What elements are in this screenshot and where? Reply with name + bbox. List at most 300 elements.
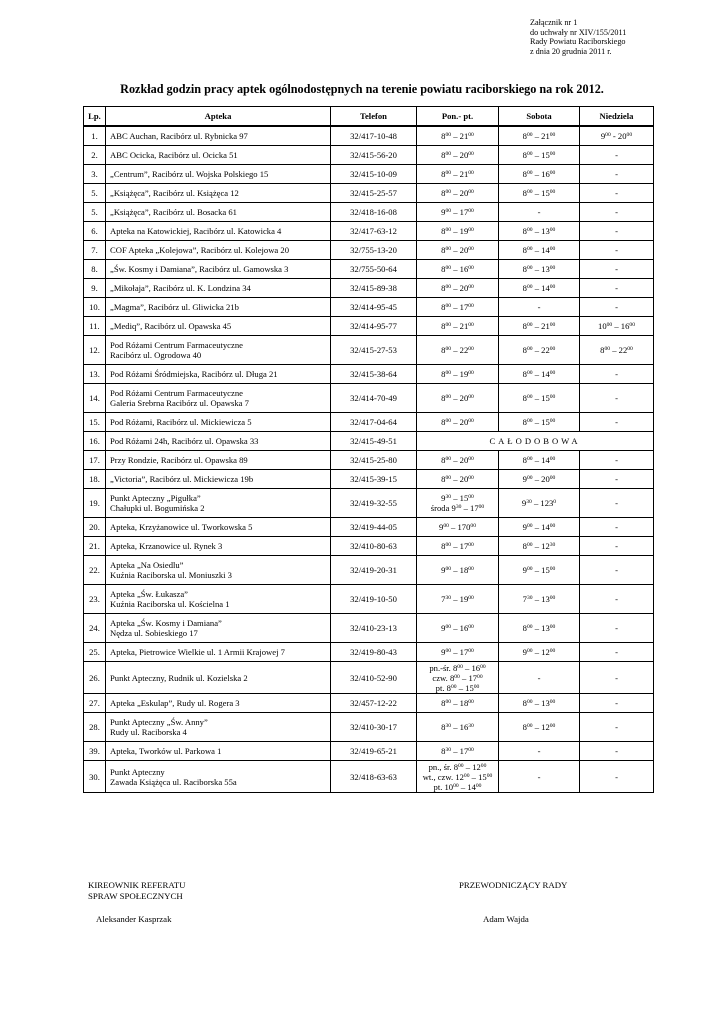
cell-pon-pt — [417, 451, 499, 470]
table-row — [84, 317, 654, 336]
cell-line: - — [615, 594, 618, 604]
cell-telefon: 32/419-80-43 — [331, 643, 417, 662]
cell-line: Punkt Apteczny „Pigułka” — [110, 493, 201, 503]
cell-lp: 28. — [84, 713, 106, 742]
cell-lp: 8. — [84, 260, 106, 279]
cell-line: $8^{00} - 12^{00}$ — [522, 722, 556, 732]
table-row — [84, 241, 654, 260]
cell-telefon: 32/417-10-48 — [331, 126, 417, 146]
cell-line: - — [615, 771, 618, 782]
cell-line: $8^{00} - 20^{00}$ — [441, 150, 474, 160]
cell-line: $8^{00} - 21^{00}$ — [522, 131, 556, 141]
table-row — [84, 518, 654, 537]
cell-line: $9^{00} - 17^{00}$ — [441, 647, 474, 657]
cell-sobota — [499, 614, 580, 643]
cell-lp: 10. — [84, 298, 106, 317]
cell-apteka — [106, 317, 331, 336]
cell-lp: 13. — [84, 365, 106, 384]
cell-pon-pt — [417, 537, 499, 556]
cell-niedziela — [580, 413, 654, 432]
cell-pon-pt — [417, 713, 499, 742]
cell-line: $8^{00} - 15^{00}$ — [522, 188, 556, 198]
cell-line: - — [537, 771, 541, 782]
cell-niedziela — [580, 537, 654, 556]
cell-telefon: 32/419-44-05 — [331, 518, 417, 537]
cell-sobota — [499, 694, 580, 713]
cell-line: - — [537, 207, 541, 217]
cell-line: wt., czw. $12^{00} - 15^{00}$ — [422, 771, 493, 782]
cell-line: - — [615, 417, 618, 427]
cell-lp: 12. — [84, 336, 106, 365]
cell-lp: 19. — [84, 489, 106, 518]
cell-line: - — [615, 474, 618, 484]
cell-line: $8^{00} - 22^{00}$ — [441, 345, 474, 355]
cell-line: - — [537, 302, 541, 312]
cell-line: Pod Różami Śródmiejska, Racibórz ul. Długa 21 — [110, 369, 278, 379]
cell-telefon: 32/415-89-38 — [331, 279, 417, 298]
table-row — [84, 451, 654, 470]
cell-line: $8^{00} - 17^{00}$ — [441, 302, 474, 312]
cell-line: $9^{00} - 20^{00}$ — [522, 474, 556, 484]
cell-pon-pt — [417, 694, 499, 713]
cell-line: - — [615, 722, 618, 732]
cell-telefon: 32/419-32-55 — [331, 489, 417, 518]
cell-pon-pt — [417, 489, 499, 518]
cell-lp: 30. — [84, 761, 106, 793]
cell-line: $8^{00} - 15^{00}$ — [522, 393, 556, 403]
cell-line: $8^{00} - 20^{00}$ — [441, 283, 474, 293]
cell-line: Punkt Apteczny „Św. Anny” — [110, 717, 208, 727]
table-row — [84, 694, 654, 713]
cell-line: $9^{00} - 17^{00}$ — [441, 207, 474, 217]
cell-sobota — [499, 126, 580, 146]
cell-niedziela — [580, 184, 654, 203]
cell-line: „Victoria”, Racibórz ul. Mickiewicza 19b — [110, 474, 254, 484]
cell-telefon: 32/755-13-20 — [331, 241, 417, 260]
cell-line: - — [615, 369, 618, 379]
cell-line: $9^{00} - 20^{00}$ — [600, 131, 633, 141]
cell-line: - — [615, 226, 618, 236]
cell-niedziela — [580, 365, 654, 384]
table-body — [84, 126, 654, 793]
cell-niedziela — [580, 146, 654, 165]
cell-line: - — [615, 541, 618, 551]
cell-line: $8^{00} - 16^{00}$ — [441, 264, 474, 274]
cell-sobota — [499, 413, 580, 432]
cell-line: Rudy ul. Raciborska 4 — [110, 727, 187, 737]
cell-line: - — [615, 283, 618, 293]
cell-line: - — [615, 522, 618, 532]
annex-line: do uchwały nr XIV/155/2011 — [530, 27, 627, 37]
cell-line: Pod Różami Centrum Farmaceutyczne — [110, 340, 243, 350]
table-row — [84, 713, 654, 742]
cell-sobota — [499, 489, 580, 518]
cell-line: środa $9^{30} - 17^{00}$ — [430, 503, 485, 513]
cell-apteka — [106, 761, 331, 793]
cell-telefon: 32/410-80-63 — [331, 537, 417, 556]
cell-niedziela — [580, 761, 654, 793]
cell-line: $8^{00} - 16^{00}$ — [522, 169, 556, 179]
cell-pon-pt — [417, 614, 499, 643]
cell-line: Apteka „Św. Łukasza” — [110, 589, 188, 599]
cell-line: pn.-śr. $8^{00} - 16^{00}$ — [429, 662, 486, 673]
cell-line: $9^{00} - 12^{00}$ — [522, 647, 556, 657]
cell-line: $8^{00} - 21^{00}$ — [441, 131, 474, 141]
cell-line: $9^{00} - 170^{00}$ — [439, 522, 476, 532]
cell-line: - — [615, 302, 618, 312]
table-row — [84, 614, 654, 643]
cell-line: Apteka „Św. Kosmy i Damiana” — [110, 618, 222, 628]
cell-line: Apteka „Na Osiedlu” — [110, 560, 184, 570]
cell-sobota — [499, 713, 580, 742]
cell-line: $10^{00} - 16^{00}$ — [598, 321, 635, 331]
cell-sobota — [499, 184, 580, 203]
cell-sobota — [499, 518, 580, 537]
cell-lp: 7. — [84, 241, 106, 260]
left-signature-title: KIREOWNIK REFERATU — [88, 880, 186, 890]
cell-niedziela — [580, 317, 654, 336]
cell-line: $8^{00} - 20^{00}$ — [441, 417, 474, 427]
cell-apteka — [106, 643, 331, 662]
cell-line: Pod Różami, Racibórz ul. Mickiewicza 5 — [110, 417, 252, 427]
table-row — [84, 413, 654, 432]
cell-line: $8^{00} - 22^{00}$ — [600, 345, 633, 355]
cell-niedziela — [580, 694, 654, 713]
cell-pon-pt — [417, 146, 499, 165]
cell-apteka — [106, 184, 331, 203]
cell-line: „Magma”, Racibórz ul. Gliwicka 21b — [110, 302, 239, 312]
table-row — [84, 279, 654, 298]
cell-niedziela — [580, 518, 654, 537]
cell-line: $8^{00} - 20^{00}$ — [441, 474, 474, 484]
cell-line: - — [615, 169, 618, 179]
cell-pon-pt — [417, 470, 499, 489]
cell-telefon: 32/417-04-64 — [331, 413, 417, 432]
cell-line: $8^{00} - 19^{00}$ — [441, 369, 474, 379]
cell-sobota — [499, 742, 580, 761]
cell-apteka — [106, 742, 331, 761]
cell-niedziela — [580, 662, 654, 694]
table-row — [84, 365, 654, 384]
cell-apteka — [106, 222, 331, 241]
left-signature-block — [88, 880, 186, 902]
cell-line: Apteka, Tworków ul. Parkowa 1 — [110, 746, 222, 756]
cell-apteka — [106, 384, 331, 413]
table-row — [84, 761, 654, 793]
cell-apteka — [106, 694, 331, 713]
cell-apteka — [106, 279, 331, 298]
cell-line: ABC Auchan, Racibórz ul. Rybnicka 97 — [110, 131, 248, 141]
cell-lp: 17. — [84, 451, 106, 470]
cell-pon-pt — [417, 384, 499, 413]
pharmacy-hours-table — [83, 106, 654, 793]
cell-apteka — [106, 413, 331, 432]
cell-lp: 21. — [84, 537, 106, 556]
cell-telefon: 32/415-39-15 — [331, 470, 417, 489]
cell-apteka — [106, 489, 331, 518]
cell-niedziela — [580, 241, 654, 260]
cell-line: Nędza ul. Sobieskiego 17 — [110, 628, 198, 638]
cell-niedziela — [580, 260, 654, 279]
cell-line: Pod Różami 24h, Racibórz ul. Opawska 33 — [110, 436, 259, 446]
cell-apteka — [106, 203, 331, 222]
annex-line: Załącznik nr 1 — [530, 18, 578, 27]
cell-line: $9^{30} - 15^{00}$ — [441, 493, 474, 503]
header-pon-pt: Pon.- pt. — [417, 107, 499, 127]
cell-sobota — [499, 241, 580, 260]
annex-line: Rady Powiatu Raciborskiego — [530, 37, 626, 47]
cell-line: „Mikołaja”, Racibórz ul. K. Londzina 34 — [110, 283, 251, 293]
cell-niedziela — [580, 203, 654, 222]
cell-lp: 26. — [84, 662, 106, 694]
table-header-row — [84, 107, 654, 127]
header-telefon: Telefon — [331, 107, 417, 127]
cell-line: - — [537, 672, 541, 683]
left-signature-name: Aleksander Kasprzak — [96, 914, 172, 924]
cell-sobota — [499, 643, 580, 662]
cell-pon-pt — [417, 317, 499, 336]
cell-line: - — [615, 647, 618, 657]
cell-telefon: 32/755-50-64 — [331, 260, 417, 279]
cell-line: - — [615, 698, 618, 708]
cell-line: $8^{00} - 20^{00}$ — [441, 245, 474, 255]
cell-line: Punkt Apteczny — [110, 766, 165, 777]
cell-telefon: 32/418-16-08 — [331, 203, 417, 222]
cell-line: $8^{00} - 13^{00}$ — [522, 698, 556, 708]
cell-line: Kuźnia Raciborska ul. Kościelna 1 — [110, 599, 230, 609]
cell-telefon: 32/418-63-63 — [331, 761, 417, 793]
cell-line: Apteka „Eskulap”, Rudy ul. Rogera 3 — [110, 698, 240, 708]
cell-lp: 16. — [84, 432, 106, 451]
cell-line: $8^{00} - 12^{30}$ — [522, 541, 556, 551]
cell-niedziela — [580, 713, 654, 742]
cell-line: - — [615, 188, 618, 198]
cell-pon-pt — [417, 742, 499, 761]
cell-sobota — [499, 384, 580, 413]
cell-line: $8^{00} - 21^{00}$ — [441, 169, 474, 179]
cell-pon-pt — [417, 203, 499, 222]
cell-niedziela — [580, 643, 654, 662]
cell-line: $9^{00} - 14^{00}$ — [522, 522, 556, 532]
cell-lp: 25. — [84, 643, 106, 662]
cell-lp: 14. — [84, 384, 106, 413]
cell-line: Chałupki ul. Bogumińska 2 — [110, 503, 205, 513]
cell-line: $8^{00} - 22^{00}$ — [522, 345, 556, 355]
cell-line: ABC Ocicka, Racibórz ul. Ocicka 51 — [110, 150, 238, 160]
table-row — [84, 384, 654, 413]
cell-line: $8^{00} - 14^{00}$ — [522, 245, 556, 255]
cell-niedziela — [580, 279, 654, 298]
cell-apteka — [106, 365, 331, 384]
cell-pon-pt — [417, 126, 499, 146]
cell-sobota — [499, 365, 580, 384]
cell-lp: 27. — [84, 694, 106, 713]
cell-telefon: 32/417-63-12 — [331, 222, 417, 241]
cell-lp: 15. — [84, 413, 106, 432]
cell-sobota — [499, 222, 580, 241]
cell-pon-pt — [417, 365, 499, 384]
cell-24h: CAŁODOBOWA — [417, 432, 654, 451]
cell-line: Kuźnia Raciborska ul. Moniuszki 3 — [110, 570, 232, 580]
cell-lp: 6. — [84, 222, 106, 241]
table-row — [84, 184, 654, 203]
cell-line: $8^{00} - 13^{00}$ — [522, 623, 556, 633]
cell-line: - — [615, 746, 618, 756]
cell-line: - — [537, 746, 541, 756]
table-row — [84, 336, 654, 365]
cell-niedziela — [580, 470, 654, 489]
page-title: Rozkład godzin pracy aptek ogólnodostępnych na terenie powiatu raciborskiego na rok 2012. — [120, 82, 604, 96]
cell-telefon: 32/457-12-22 — [331, 694, 417, 713]
table-row — [84, 146, 654, 165]
cell-line: COF Apteka „Kolejowa”, Racibórz ul. Kolejowa 20 — [110, 245, 289, 255]
cell-line: Galeria Srebrna Racibórz ul. Opawska 7 — [110, 398, 249, 408]
cell-line: „Mediq”, Racibórz ul. Opawska 45 — [110, 321, 232, 331]
cell-line: - — [615, 623, 618, 633]
cell-sobota — [499, 662, 580, 694]
cell-lp: 23. — [84, 585, 106, 614]
cell-pon-pt — [417, 241, 499, 260]
cell-line: $8^{00} - 20^{00}$ — [441, 393, 474, 403]
cell-pon-pt — [417, 184, 499, 203]
cell-apteka — [106, 518, 331, 537]
cell-line: $9^{00} - 18^{00}$ — [441, 565, 474, 575]
cell-line: - — [615, 207, 618, 217]
cell-line: „Centrum”, Racibórz ul. Wojska Polskiego 15 — [110, 169, 269, 179]
table-row — [84, 489, 654, 518]
table-row — [84, 260, 654, 279]
cell-telefon: 32/414-70-49 — [331, 384, 417, 413]
cell-line: $7^{30} - 13^{00}$ — [522, 594, 556, 604]
cell-line: $7^{30} - 19^{00}$ — [441, 594, 474, 604]
cell-line: pn., śr. $8^{00} - 12^{00}$ — [428, 761, 487, 772]
cell-line: Apteka, Krzyżanowice ul. Tworkowska 5 — [110, 522, 253, 532]
cell-niedziela — [580, 742, 654, 761]
cell-telefon: 32/419-20-31 — [331, 556, 417, 585]
cell-pon-pt — [417, 518, 499, 537]
cell-lp: 3. — [84, 165, 106, 184]
table-row — [84, 585, 654, 614]
cell-pon-pt — [417, 279, 499, 298]
cell-line: $8^{00} - 14^{00}$ — [522, 283, 556, 293]
cell-sobota — [499, 298, 580, 317]
cell-sobota — [499, 165, 580, 184]
table-row — [84, 556, 654, 585]
table-row — [84, 742, 654, 761]
cell-line: - — [615, 455, 618, 465]
cell-sobota — [499, 317, 580, 336]
cell-lp: 5. — [84, 203, 106, 222]
cell-pon-pt — [417, 585, 499, 614]
cell-lp: 9. — [84, 279, 106, 298]
cell-pon-pt — [417, 260, 499, 279]
cell-telefon: 32/410-52-90 — [331, 662, 417, 694]
cell-niedziela — [580, 165, 654, 184]
cell-apteka — [106, 585, 331, 614]
cell-line: - — [615, 245, 618, 255]
cell-niedziela — [580, 451, 654, 470]
cell-line: Apteka, Krzanowice ul. Rynek 3 — [110, 541, 223, 551]
cell-sobota — [499, 146, 580, 165]
cell-line: Apteka na Katowickiej, Racibórz ul. Katowicka 4 — [110, 226, 282, 236]
cell-telefon: 32/415-38-64 — [331, 365, 417, 384]
cell-line: $8^{00} - 21^{00}$ — [441, 321, 474, 331]
cell-line: $8^{00} - 18^{00}$ — [441, 698, 474, 708]
cell-niedziela — [580, 298, 654, 317]
cell-telefon: 32/410-30-17 — [331, 713, 417, 742]
cell-telefon: 32/414-95-77 — [331, 317, 417, 336]
cell-line: $8^{00} - 13^{00}$ — [522, 264, 556, 274]
cell-sobota — [499, 279, 580, 298]
cell-telefon: 32/414-95-45 — [331, 298, 417, 317]
cell-line: $8^{00} - 14^{00}$ — [522, 455, 556, 465]
cell-line: „Św. Kosmy i Damiana”, Racibórz ul. Gamowska 3 — [110, 264, 289, 274]
cell-apteka — [106, 298, 331, 317]
cell-telefon: 32/410-23-13 — [331, 614, 417, 643]
cell-line: $9^{30} - 123^0$ — [521, 498, 557, 508]
cell-apteka — [106, 126, 331, 146]
cell-sobota — [499, 336, 580, 365]
cell-apteka — [106, 470, 331, 489]
cell-lp: 18. — [84, 470, 106, 489]
cell-line: $8^{30} - 17^{00}$ — [441, 746, 474, 756]
cell-line: $8^{00} - 20^{00}$ — [441, 188, 474, 198]
cell-telefon: 32/415-27-53 — [331, 336, 417, 365]
cell-niedziela — [580, 489, 654, 518]
cell-apteka — [106, 537, 331, 556]
table-row — [84, 203, 654, 222]
cell-pon-pt — [417, 298, 499, 317]
table-row — [84, 165, 654, 184]
left-signature-title: SPRAW SPOŁECZNYCH — [88, 891, 183, 901]
cell-niedziela — [580, 585, 654, 614]
cell-apteka — [106, 556, 331, 585]
cell-line: $8^{00} - 13^{00}$ — [522, 226, 556, 236]
cell-pon-pt — [417, 413, 499, 432]
cell-pon-pt — [417, 222, 499, 241]
cell-telefon: 32/419-10-50 — [331, 585, 417, 614]
cell-sobota — [499, 470, 580, 489]
cell-sobota — [499, 260, 580, 279]
cell-line: - — [615, 565, 618, 575]
table-row — [84, 662, 654, 694]
cell-sobota — [499, 556, 580, 585]
cell-apteka — [106, 432, 331, 451]
annex-note — [530, 18, 720, 56]
cell-apteka — [106, 165, 331, 184]
cell-pon-pt — [417, 165, 499, 184]
cell-lp: 5. — [84, 184, 106, 203]
cell-line: czw. $8^{00} - 17^{00}$ — [432, 672, 483, 683]
cell-line: $8^{00} - 15^{00}$ — [522, 417, 556, 427]
cell-line: $9^{00} - 15^{00}$ — [522, 565, 556, 575]
cell-telefon: 32/415-10-09 — [331, 165, 417, 184]
cell-line: „Książęca”, Racibórz ul. Bosacka 61 — [110, 207, 237, 217]
cell-line: $8^{00} - 19^{00}$ — [441, 226, 474, 236]
cell-apteka — [106, 260, 331, 279]
header-lp: Lp. — [84, 107, 106, 127]
cell-niedziela — [580, 126, 654, 146]
cell-sobota — [499, 537, 580, 556]
cell-niedziela — [580, 556, 654, 585]
cell-pon-pt — [417, 761, 499, 793]
header-niedziela: Niedziela — [580, 107, 654, 127]
cell-pon-pt — [417, 336, 499, 365]
table-row — [84, 470, 654, 489]
cell-apteka — [106, 451, 331, 470]
header-sobota: Sobota — [499, 107, 580, 127]
cell-apteka — [106, 713, 331, 742]
